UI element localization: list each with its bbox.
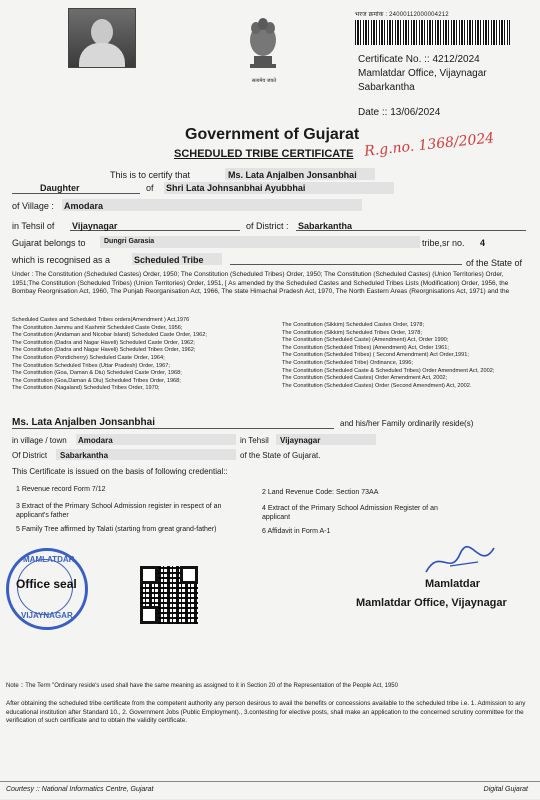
signatory-office: Mamlatdar Office, Vijaynagar <box>356 597 507 609</box>
credential-item: 2 Land Revenue Code: Section 73AA <box>262 489 379 496</box>
act-item: The Constitution Scheduled Tribes (Uttar Pradesh) Order, 1967; <box>12 362 170 369</box>
credential-item: 1 Revenue record Form 7/12 <box>16 486 106 493</box>
act-item: The Constitution (Sikkim) Scheduled Castes Order, 1978; <box>282 322 425 328</box>
signatory-title: Mamlatdar <box>425 578 481 590</box>
handwritten-note: R.g.no. 1368/2024 <box>363 130 495 160</box>
certificate-meta <box>358 53 487 95</box>
residence-district-label: Of District <box>12 451 48 460</box>
residence-tehsil-label: in Tehsil <box>240 436 269 445</box>
act-item: The Constitution (Goa, Daman & Diu) Scheduled Caste Order, 1968; <box>12 370 182 377</box>
district-label: of District : <box>246 221 289 231</box>
acts-right <box>282 322 532 390</box>
village-label: of Village : <box>12 201 54 211</box>
residence-state: of the State of Gujarat. <box>240 451 321 460</box>
footer <box>0 781 540 800</box>
act-item: The Constitution (Scheduled Caste & Scheduled Tribes) Order Amendment Act, 2002; <box>282 367 495 374</box>
after-text: After obtaining the scheduled tribe certificate from the competent authority any person desirous to avail the benefits or concessions available to the scheduled tribe i.e. 1. Admission to any educational institution after Standard 10., 2. Government Jobs (Public Employment)., 3.contesting for elective posts, shall make an application to the concerned scrutiny committee for the verification of such certificate and to obtain the validity certificate. <box>6 700 526 725</box>
footer-brand: Digital Gujarat <box>483 786 528 793</box>
office-seal-label: Office seal <box>16 577 77 591</box>
emblem-caption: सत्यमेव जयते <box>251 78 277 84</box>
applicant-photo <box>68 8 136 68</box>
act-item: The Constitution (Nagaland) Scheduled Tribes Order, 1970; <box>12 385 160 392</box>
belongs-label: Gujarat belongs to <box>12 238 86 248</box>
tribe-sr-label: tribe,sr no. <box>422 238 465 248</box>
act-item: The Constitution (Scheduled Caste) (Amendment) Act, Order 1990; <box>282 337 449 344</box>
application-number: भरज क्रमांक : 24000112000004212 <box>355 12 449 18</box>
acts-left <box>12 317 272 393</box>
seal-top-text: MAMLATDAR <box>23 555 75 564</box>
certify-prefix: This is to certify that <box>110 170 191 180</box>
resident-name: Ms. Lata Anjalben Jonsanbhai <box>12 417 155 428</box>
village: Amodara <box>64 201 104 211</box>
act-item: The Constitution (Andaman and Nicobar Island) Scheduled Caste Order, 1962; <box>12 332 207 339</box>
act-item: The Constitution (Scheduled Tribes) ( Second Amendment) Act Order,1991; <box>282 352 469 359</box>
page-title: Government of Gujarat <box>185 126 360 143</box>
act-item: The Constitution (Dadra and Nagar Haveli) Scheduled Tribes Order, 1962; <box>12 347 196 354</box>
certificate-date: Date :: 13/06/2024 <box>358 107 441 118</box>
relation: Daughter <box>40 183 80 193</box>
act-item: The Constitution (Dadra and Nagar Haveli) Scheduled Caste Order, 1962; <box>12 339 195 346</box>
footnote: Note :: The Term "Ordinary reside's used shall have the same meaning as assigned to it in Section 20 of the Representation of the People Act, 1950 <box>6 683 398 689</box>
issuing-office: Mamlatdar Office, Vijaynagar <box>358 68 487 79</box>
under-text: Under : The Constitution (Scheduled Castes) Order, 1950; The Constitution (Scheduled Tribes) Order, 1950; The Constitution (Scheduled Castes) (Union Territories) Order, 1951;The Constitution (Scheduled Tribes) (Union Territories) Order, 1951, [ As amended by the Scheduled Castes and Scheduled Tribes Lists (Modification) Order, 1956, the Bombay Reorgnisation Act, 1960, The Punjab Reorganisation Act, 1966, The state Himachal Pradesh Act, 1970, The North Eastern Areas (Reorgnisations Act, 1971) and the <box>12 271 510 296</box>
seal-bottom-text: VIJAYNAGAR <box>21 611 73 620</box>
residence-village: Amodara <box>78 436 113 445</box>
barcode-icon <box>355 20 510 45</box>
recognised-label: which is recognised as a <box>12 255 111 265</box>
credential-item: 4 Extract of the Primary School Admission Register of an applicant <box>262 505 438 521</box>
tribe: Dungri Garasia <box>104 238 155 245</box>
certificate-subtitle: SCHEDULED TRIBE CERTIFICATE <box>174 148 354 160</box>
act-item: The Constitution (Goa,Daman & Diu) Scheduled Tribes Order, 1968; <box>12 377 181 384</box>
issued-text: This Certificate is issued on the basis of following credential:: <box>12 467 228 476</box>
parent-name: Shri Lata Johnsanbhai Ayubbhai <box>166 183 306 193</box>
qr-code-icon <box>140 566 198 624</box>
credential-item: 6 Affidavit in Form A-1 <box>262 528 331 535</box>
of-label: of <box>146 183 154 193</box>
act-item: The Constitution Jammu and Kashmir Scheduled Caste Order, 1956; <box>12 324 183 331</box>
recognised: Scheduled Tribe <box>134 255 204 265</box>
act-item: The Constitution (Scheduled Tribe) Ordinance, 1996; <box>282 359 413 366</box>
tribe-sr: 4 <box>480 238 486 248</box>
district: Sabarkantha <box>298 221 353 231</box>
residence-tehsil: Vijaynagar <box>280 436 321 445</box>
credential-item: 5 Family Tree affirmed by Talati (starting from great grand-father) <box>16 526 217 533</box>
certificate-number: Certificate No. :: 4212/2024 <box>358 54 480 65</box>
person-name: Ms. Lata Anjalben Jonsanbhai <box>228 170 357 180</box>
state-label: of the State of <box>466 258 523 268</box>
state-emblem-icon <box>240 12 286 78</box>
family-text: and his/her Family ordinarily reside(s) <box>340 419 474 428</box>
act-item: The Constitution (Sikkim) Scheduled Tribes Order, 1978; <box>282 329 422 336</box>
signature-icon <box>420 542 500 582</box>
act-item: The Constitution (Scheduled Castes) Order Amendment Act, 2002; <box>282 375 448 382</box>
act-item: The Constitution (Pondicherry) Scheduled Caste Order, 1964; <box>12 354 165 361</box>
act-item: The Constitution (Scheduled Castes) Order (Second Amendment) Act, 2002. <box>282 382 472 389</box>
act-item: Scheduled Castes and Scheduled Tribes orders(Amendment ) Act,1976 <box>12 317 190 323</box>
footer-courtesy: Courtesy :: National Informatics Centre, Gujarat <box>6 786 154 793</box>
credential-item: 3 Extract of the Primary School Admission register in respect of an applicant's father <box>16 503 222 519</box>
act-item: The Constitution (Scheduled Tribes) (Amendment) Act, Order 1961; <box>282 344 449 351</box>
issuing-district: Sabarkantha <box>358 82 415 93</box>
tehsil: Vijaynagar <box>72 221 118 231</box>
residence-district: Sabarkantha <box>60 451 109 460</box>
tehsil-label: in Tehsil of <box>12 221 55 231</box>
residence-village-label: in village / town <box>12 436 67 445</box>
